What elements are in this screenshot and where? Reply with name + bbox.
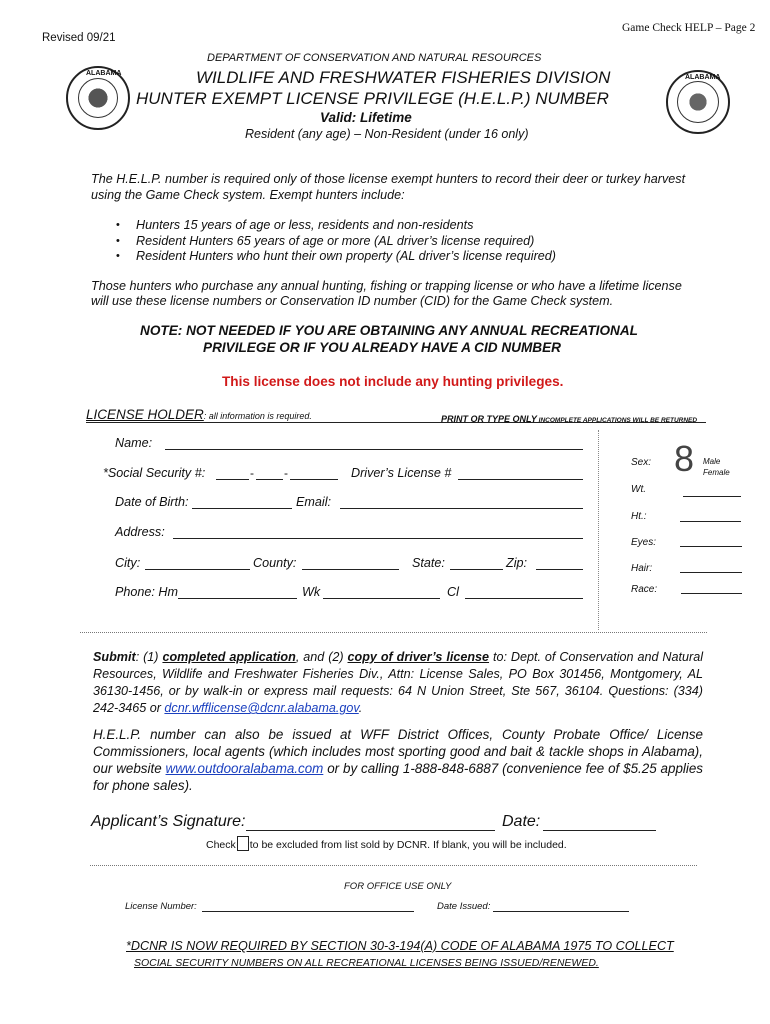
address-field[interactable] xyxy=(173,538,583,539)
department-name: DEPARTMENT OF CONSERVATION AND NATURAL RESOURCES xyxy=(207,52,542,64)
dob-label: Date of Birth: xyxy=(115,495,189,509)
phone-home-label: Phone: Hm xyxy=(115,585,178,599)
signature-field[interactable] xyxy=(246,830,495,831)
ssn-disclosure-line-2: SOCIAL SECURITY NUMBERS ON ALL RECREATIONAL LICENSES BEING ISSUED/RENEWED. xyxy=(134,957,599,969)
eligibility: Resident (any age) – Non-Resident (under 16 only) xyxy=(245,127,529,141)
license-number-field[interactable] xyxy=(202,911,414,912)
annual-license-line-2: will use these license numbers or Conservation ID number (CID) for the Game Check system. xyxy=(91,294,614,308)
zip-label: Zip: xyxy=(506,556,527,570)
opt-out-line: Check to be excluded from list sold by DCNR. If blank, you will be included. xyxy=(206,836,567,851)
email-link[interactable]: dcnr.wfflicense@dcnr.alabama.gov xyxy=(164,701,359,715)
email-label: Email: xyxy=(296,495,331,509)
phone-home-field[interactable] xyxy=(178,598,297,599)
ssn-field-1[interactable] xyxy=(216,479,249,480)
alabama-state-seal: ALABAMA xyxy=(666,70,730,134)
revised-date: Revised 09/21 xyxy=(42,32,116,44)
drivers-license-field[interactable] xyxy=(458,479,583,480)
date-issued-label: Date Issued: xyxy=(437,901,491,912)
website-link[interactable]: www.outdooralabama.com xyxy=(165,761,324,776)
issue-locations: H.E.L.P. number can also be issued at WFF District Offices, County Probate Office/ License Commissioners, local agents (which includes most sporting good and bait & tackle shops in Alabama), our website www.outdooralabama.com or by calling 1-888-848-6887 (convenience fee of $5.25 applies for phone sales). xyxy=(93,727,703,793)
alabama-wff-seal: ALABAMA xyxy=(66,66,130,130)
bullet-icon: • xyxy=(116,235,120,247)
eyes-label: Eyes: xyxy=(631,537,657,548)
phone-cell-label: Cl xyxy=(447,585,459,599)
ssn-label: *Social Security #: xyxy=(103,466,206,480)
license-number-label: License Number: xyxy=(125,901,197,912)
female-option[interactable]: Female xyxy=(703,468,730,477)
bullet-icon: • xyxy=(116,219,120,231)
male-option[interactable]: Male xyxy=(703,457,721,466)
submit-instructions: Submit: (1) completed application, and (2) copy of driver’s license to: Dept. of Conservation and Natural Resources, Wildlife and Freshwater Fisheries Div., Attn: License Sales, PO Box 301456, Montgomery, AL 36130-1456, or by walk-in or express mail requests: 64 N Union Street, Ste 567, 36104. Questions: (334) 242-3465 or dcnr.wfflicense@dcnr.alabama.gov. xyxy=(93,650,704,715)
office-use-heading: FOR OFFICE USE ONLY xyxy=(344,881,452,892)
exempt-item: Resident Hunters who hunt their own property (AL driver’s license required) xyxy=(136,249,557,263)
county-label: County: xyxy=(253,556,297,570)
intro-line-1: The H.E.L.P. number is required only of those license exempt hunters to record their deer or turkey harvest xyxy=(91,172,686,186)
eyes-field[interactable] xyxy=(680,546,742,547)
signature-date-field[interactable] xyxy=(543,830,656,831)
county-field[interactable] xyxy=(302,569,399,570)
phone-work-field[interactable] xyxy=(323,598,440,599)
intro-line-2: using the Game Check system. Exempt hunters include: xyxy=(91,188,405,202)
race-field[interactable] xyxy=(681,593,742,594)
height-field[interactable] xyxy=(680,521,741,522)
license-holder-heading: LICENSE HOLDER: all information is required. xyxy=(86,407,312,422)
ssn-dash: - xyxy=(250,466,254,480)
ssn-field-3[interactable] xyxy=(290,479,338,480)
exempt-item: Resident Hunters 65 years of age or more (AL driver’s license required) xyxy=(136,234,535,248)
note-line-2: PRIVILEGE OR IF YOU ALREADY HAVE A CID NUMBER xyxy=(203,340,562,355)
name-field[interactable] xyxy=(165,449,583,450)
height-label: Ht.: xyxy=(631,511,647,522)
sex-checkbox-icon[interactable]: 8 xyxy=(674,438,695,479)
zip-field[interactable] xyxy=(536,569,583,570)
annual-license-line-1: Those hunters who purchase any annual hunting, fishing or trapping license or who have a lifetime license xyxy=(91,279,682,293)
city-label: City: xyxy=(115,556,141,570)
form-title: HUNTER EXEMPT LICENSE PRIVILEGE (H.E.L.P.) NUMBER xyxy=(136,89,609,108)
hair-label: Hair: xyxy=(631,563,653,574)
ssn-field-2[interactable] xyxy=(256,479,283,480)
valid-period: Valid: Lifetime xyxy=(320,110,412,125)
signature-date-label: Date: xyxy=(502,813,541,830)
phone-cell-field[interactable] xyxy=(465,598,583,599)
print-or-type-note: PRINT OR TYPE ONLY INCOMPLETE APPLICATIONS WILL BE RETURNED xyxy=(441,414,698,424)
name-label: Name: xyxy=(115,436,153,450)
signature-label: Applicant’s Signature: xyxy=(91,813,246,830)
note-line-1: NOTE: NOT NEEDED IF YOU ARE OBTAINING ANY ANNUAL RECREATIONAL xyxy=(140,323,638,338)
no-hunting-warning: This license does not include any hunting privileges. xyxy=(222,374,564,389)
page-label: Game Check HELP – Page 2 xyxy=(622,22,756,34)
weight-field[interactable] xyxy=(683,496,741,497)
sex-label: Sex: xyxy=(631,457,652,468)
city-field[interactable] xyxy=(145,569,250,570)
bullet-icon: • xyxy=(116,250,120,262)
race-label: Race: xyxy=(631,584,658,595)
drivers-license-label: Driver’s License # xyxy=(351,466,452,480)
ssn-dash: - xyxy=(284,466,288,480)
ssn-disclosure-line-1: *DCNR IS NOW REQUIRED BY SECTION 30-3-194(A) CODE OF ALABAMA 1975 TO COLLECT xyxy=(126,939,674,953)
state-label: State: xyxy=(412,556,445,570)
opt-out-checkbox[interactable] xyxy=(237,836,249,851)
dob-field[interactable] xyxy=(192,508,292,509)
date-issued-field[interactable] xyxy=(493,911,629,912)
hair-field[interactable] xyxy=(680,572,742,573)
division-title: WILDLIFE AND FRESHWATER FISHERIES DIVISION xyxy=(196,68,611,87)
state-field[interactable] xyxy=(450,569,503,570)
phone-work-label: Wk xyxy=(302,585,321,599)
address-label: Address: xyxy=(115,525,165,539)
email-field[interactable] xyxy=(340,508,583,509)
weight-label: Wt. xyxy=(631,484,646,495)
exempt-item: Hunters 15 years of age or less, residents and non-residents xyxy=(136,218,474,232)
